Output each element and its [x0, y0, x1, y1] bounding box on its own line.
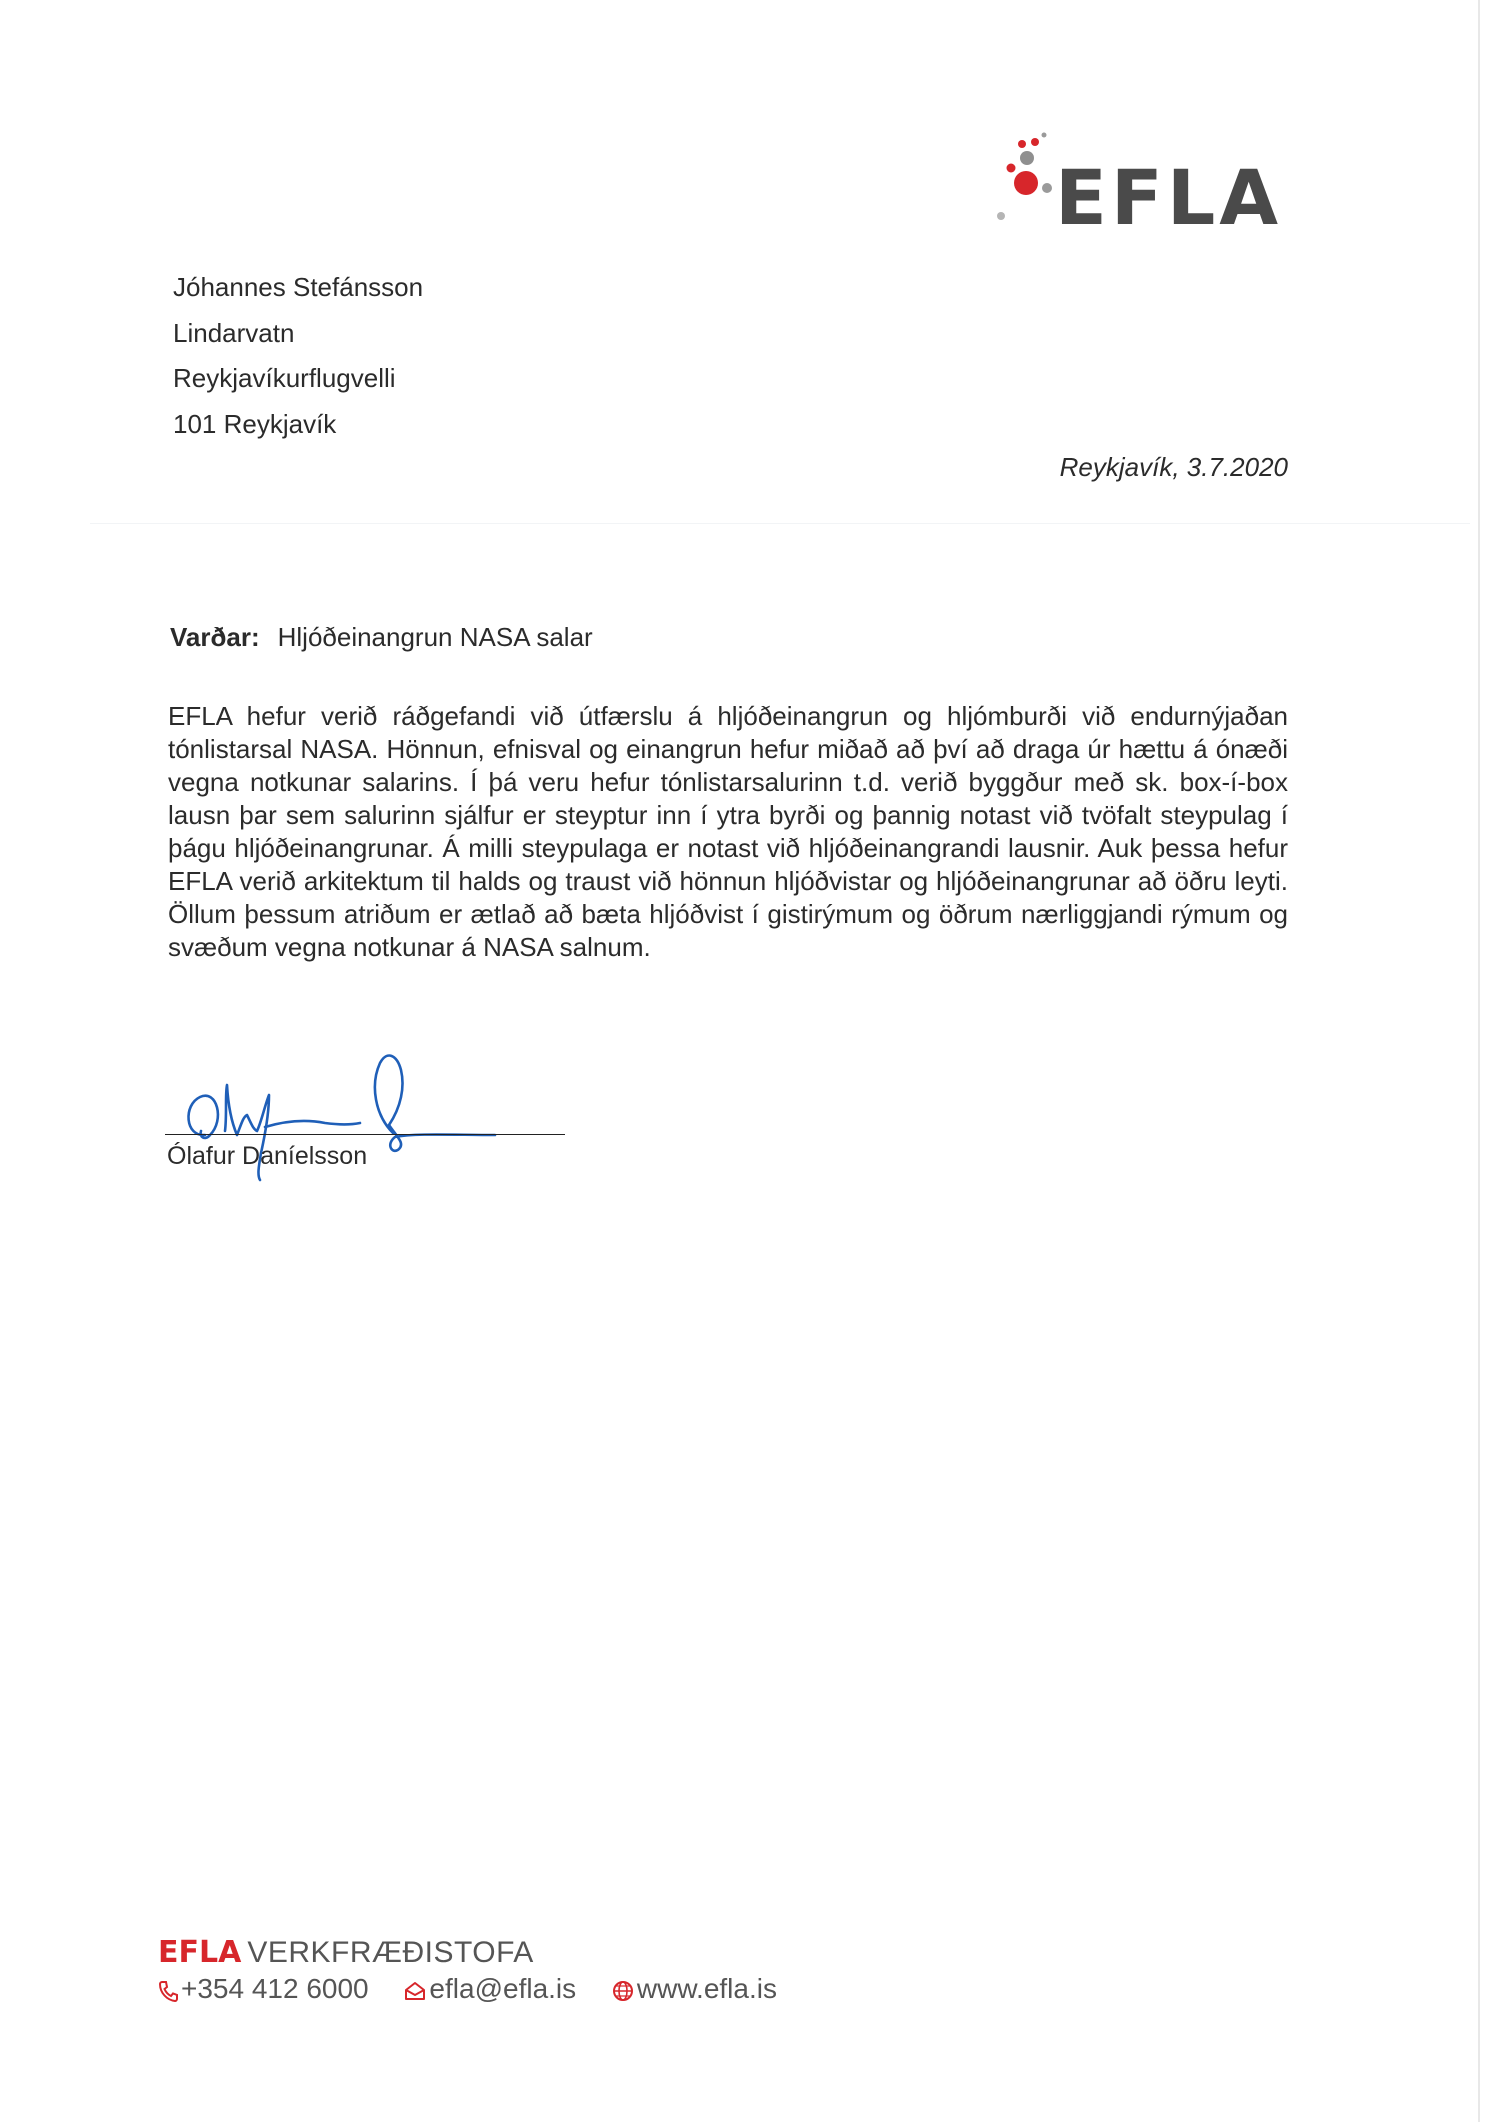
signatory-name: Ólafur Daníelsson: [167, 1142, 368, 1170]
email-address: efla@efla.is: [429, 1973, 577, 2004]
letter-date: Reykjavík, 3.7.2020: [1059, 452, 1288, 482]
page-edge: [1478, 0, 1480, 2122]
footer-company: [158, 1935, 534, 1970]
subject-line: [170, 622, 593, 653]
website-url: www.efla.is: [636, 1973, 777, 2004]
recipient-line: Lindarvatn: [173, 317, 295, 348]
subject-text: Hljóðeinangrun NASA salar: [277, 622, 593, 652]
recipient-line: 101 Reykjavík: [173, 408, 337, 439]
globe-icon: [612, 1980, 634, 2002]
footer-brand: EFLA: [158, 1935, 242, 1970]
logo-wordmark: EFLA: [1055, 153, 1283, 242]
efla-logo: [995, 128, 1315, 242]
footer-contacts: [158, 1973, 805, 2005]
footer-email[interactable]: [404, 1973, 576, 2005]
email-icon: [404, 1980, 426, 2002]
footer-company-name: VERKFRÆÐISTOFA: [247, 1936, 534, 1969]
footer-web[interactable]: [612, 1973, 777, 2005]
recipient-address: [173, 265, 423, 447]
footer-phone[interactable]: [158, 1973, 369, 2005]
recipient-name: Jóhannes Stefánsson: [173, 272, 424, 302]
subject-label: Varðar:: [170, 622, 260, 652]
phone-number: +354 412 6000: [181, 1973, 369, 2004]
phone-icon: [158, 1980, 178, 2002]
signature-line: [165, 1134, 565, 1135]
signature-block: [165, 1025, 585, 1195]
divider: [90, 523, 1470, 524]
recipient-line: Reykjavíkurflugvelli: [173, 363, 396, 393]
letter-body: EFLA hefur verið ráðgefandi við útfærslu á hljóðeinangrun og hljómburði við endurnýjaðan tónlistarsal NASA. Hönnun, efnisval og einangrun hefur miðað að því að draga úr hættu á ónæði vegna notkunar salarins. Í þá veru hefur tónlistarsalurinn t.d. verið byggður með sk. box-í-box lausn þar sem salurinn sjálfur er steyptur inn í ytra byrði og þannig notast við tvöfalt steypulag í þágu hljóðeinangrunar. Á milli steypulaga er notast við hljóðeinangrandi lausnir. Auk þessa hefur EFLA verið arkitektum til halds og traust við hönnun hljóðvistar og hljóðeinangrunar að öðru leyti. Öllum þessum atriðum er ætlað að bæta hljóðvist í gistirýmum og öðrum nærliggjandi rýmum og svæðum vegna notkunar á NASA salnum.: [168, 701, 1288, 962]
